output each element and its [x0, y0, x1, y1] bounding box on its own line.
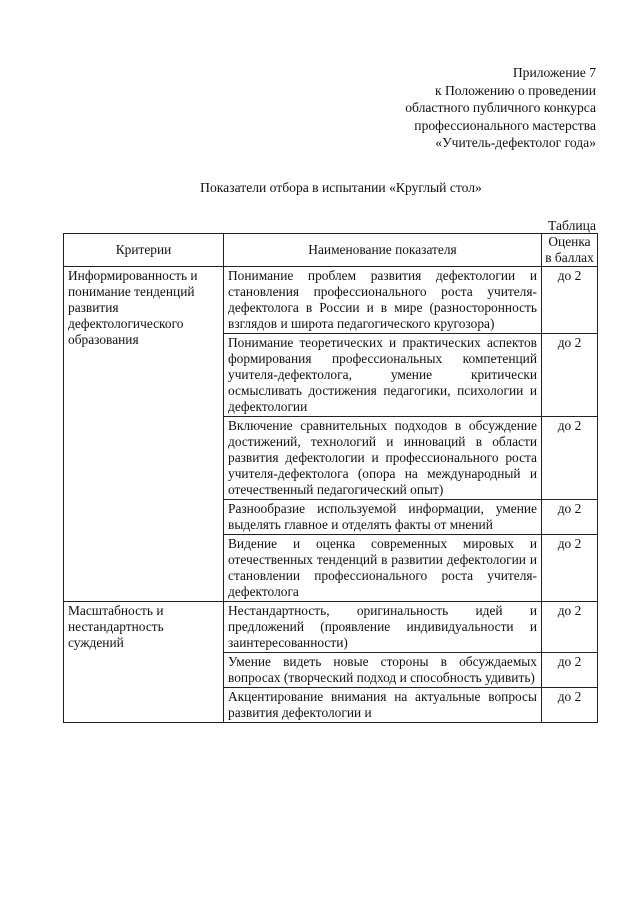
criteria-table: [63, 233, 598, 723]
indicator-cell: Понимание проблем развития дефектологии и становления профессионального роста учителя-дефектолога в России и в мире (разносторонность взглядов и широта педагогического кругозора): [224, 267, 542, 334]
score-cell: до 2: [542, 602, 598, 653]
score-cell: до 2: [542, 267, 598, 334]
indicator-cell: Разнообразие используемой информации, умение выделять главное и отделять факты от мнений: [224, 500, 542, 535]
indicator-cell: Включение сравнительных подходов в обсуждение достижений, технологий и инноваций в области развития дефектологии и профессионального роста учителя-дефектолога (опора на международный и отечественный педагогический опыт): [224, 417, 542, 500]
indicator-cell: Нестандартность, оригинальность идей и предложений (проявление индивидуальности и заинтересованности): [224, 602, 542, 653]
appendix-line: профессионального мастерства: [414, 117, 596, 133]
appendix-header: [405, 64, 596, 152]
indicator-cell: Видение и оценка современных мировых и отечественных тенденций в развитии дефектологии и становлении профессионального роста учителя-дефектолога: [224, 535, 542, 602]
appendix-line: Приложение 7: [512, 65, 596, 80]
score-cell: до 2: [542, 500, 598, 535]
score-cell: до 2: [542, 688, 598, 723]
indicator-cell: Понимание теоретических и практических аспектов формирования профессиональных компетенций учителя-дефектолога, умение критически осмысливать достижения педагогики, психологии и дефектологии: [224, 334, 542, 417]
table-row: [64, 267, 598, 334]
indicator-cell: Акцентирование внимания на актуальные вопросы развития дефектологии и: [224, 688, 542, 723]
header-indicator: Наименование показателя: [224, 234, 542, 267]
appendix-line: к Положению о проведении: [434, 82, 596, 98]
appendix-line: «Учитель-дефектолог года»: [435, 135, 596, 151]
header-score: Оценка в баллах: [542, 234, 598, 267]
document-title: Показатели отбора в испытании «Круглый стол»: [200, 180, 482, 195]
criterion-cell: Масштабность и нестандартность суждений: [64, 602, 224, 723]
score-cell: до 2: [542, 417, 598, 500]
table-row: [64, 602, 598, 653]
score-cell: до 2: [542, 535, 598, 602]
table-label: Таблица: [548, 218, 596, 233]
table-header-row: [64, 234, 598, 267]
score-cell: до 2: [542, 334, 598, 417]
appendix-line: областного публичного конкурса: [405, 100, 596, 116]
score-cell: до 2: [542, 653, 598, 688]
header-criteria: Критерии: [64, 234, 224, 267]
indicator-cell: Умение видеть новые стороны в обсуждаемых вопросах (творческий подход и способность удивить): [224, 653, 542, 688]
criterion-cell: Информированность и понимание тенденций развития дефектологического образования: [64, 267, 224, 602]
